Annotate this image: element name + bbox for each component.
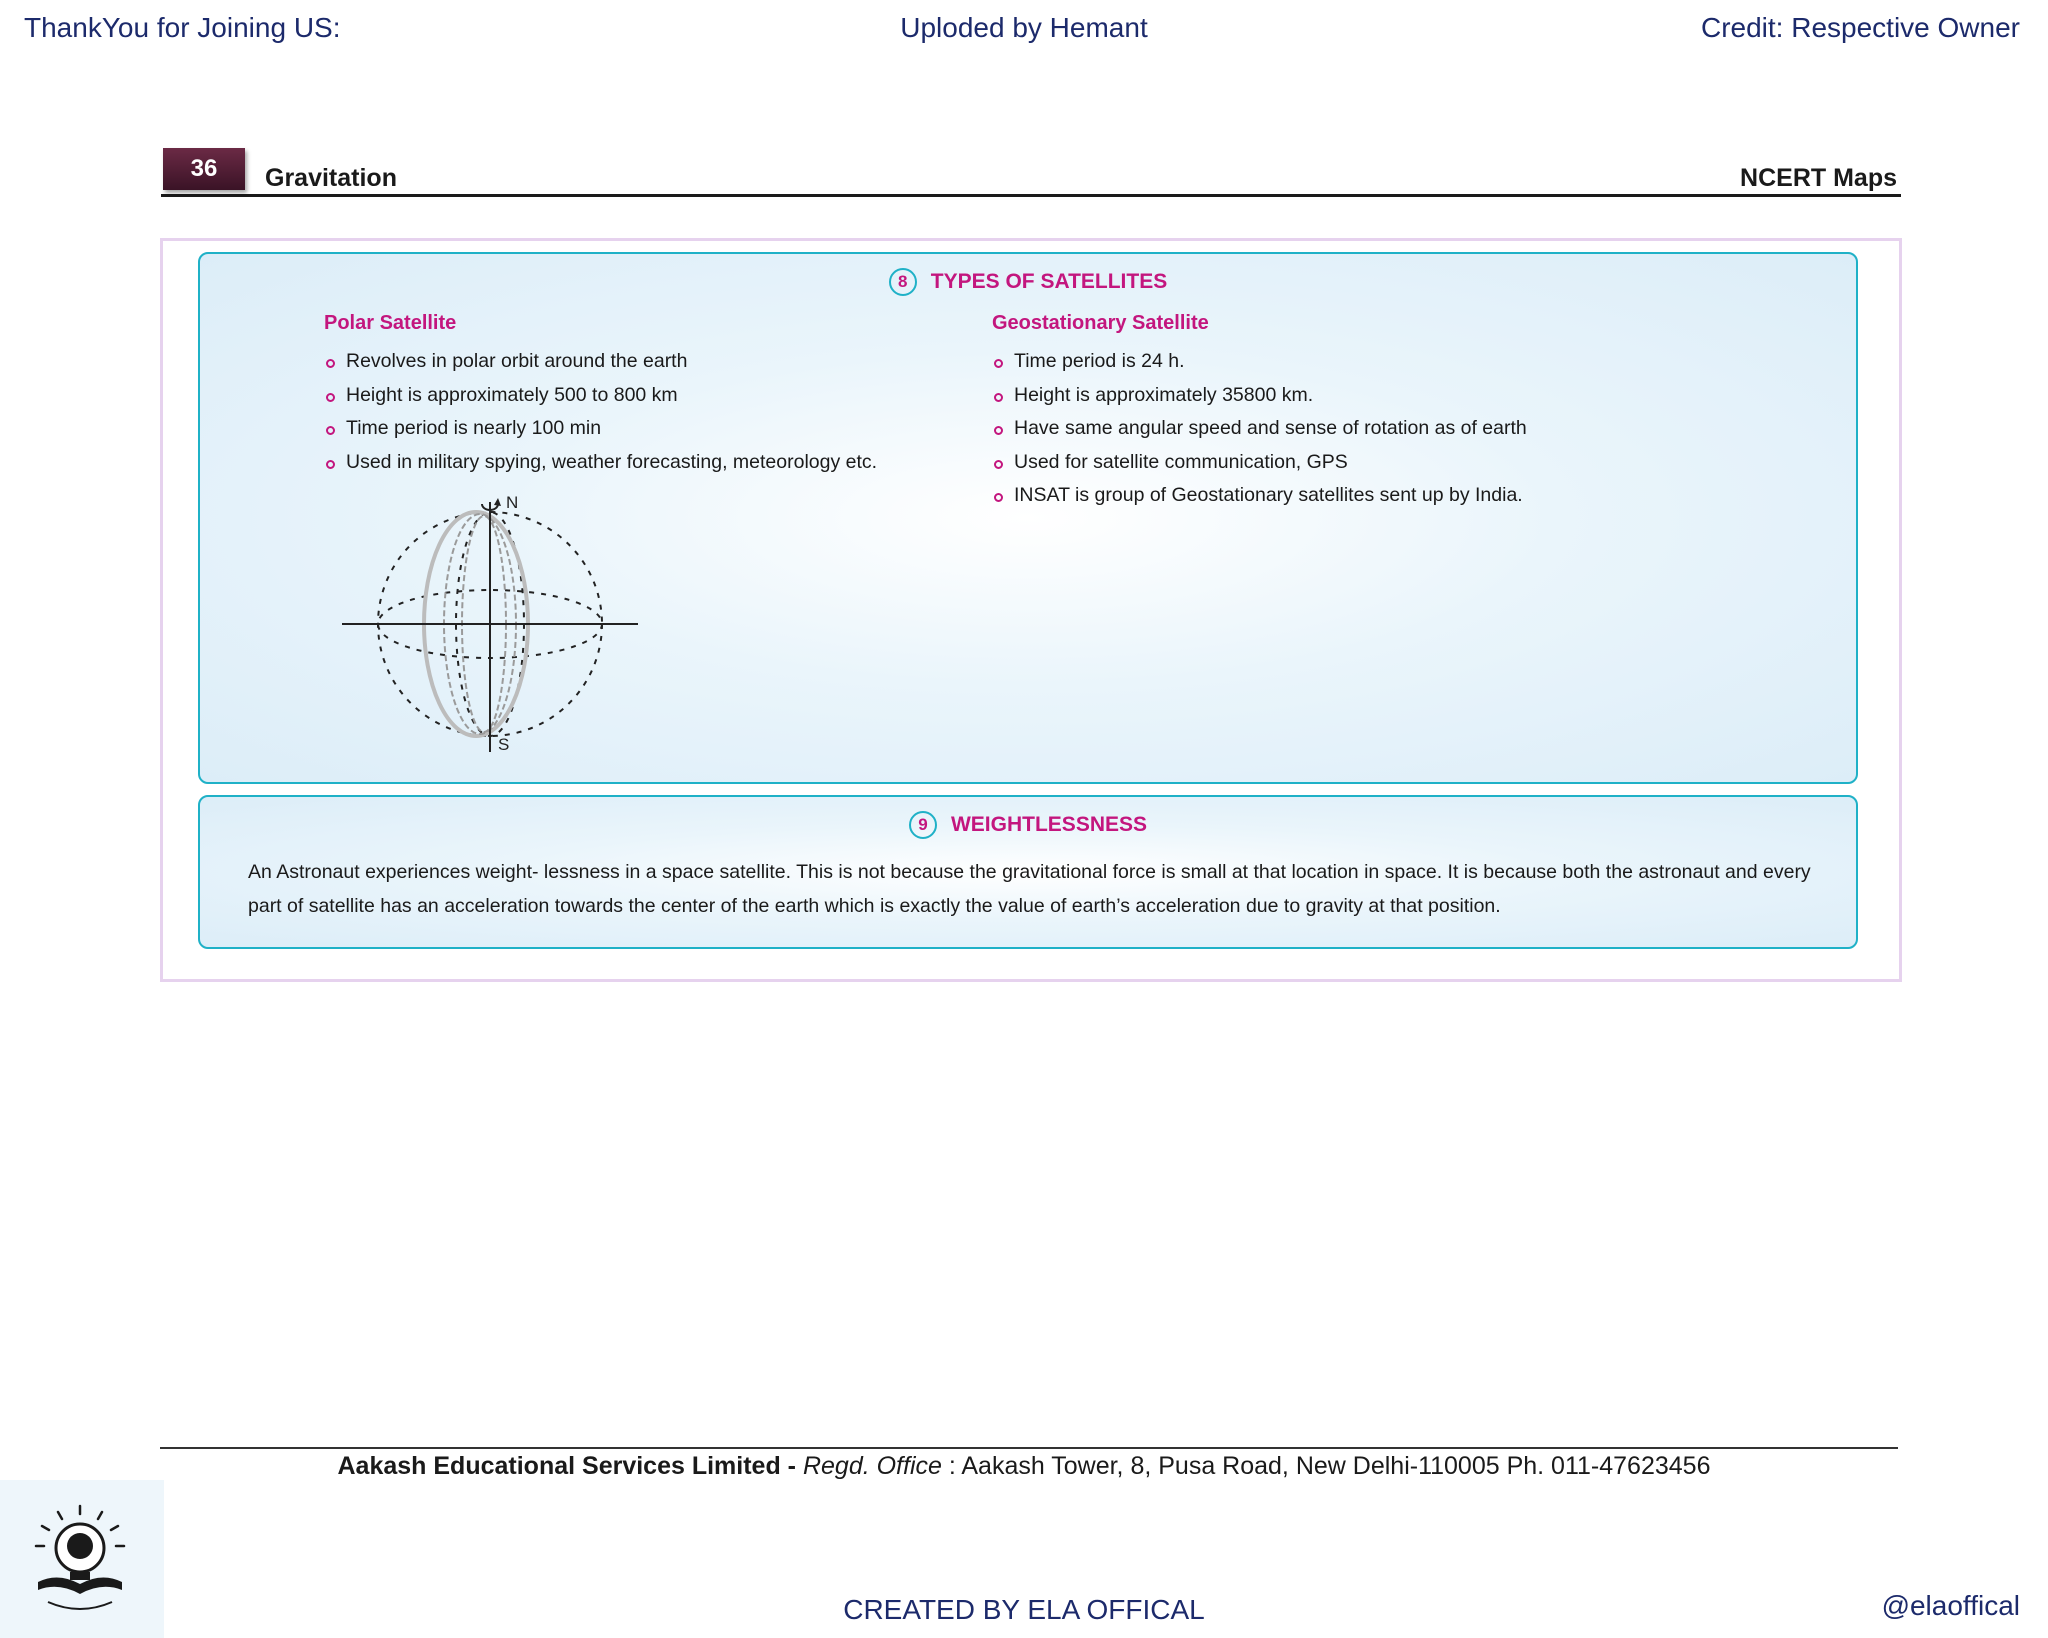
list-item: Time period is 24 h. [992,345,1527,379]
list-item: Height is approximately 35800 km. [992,379,1527,413]
weightlessness-paragraph: An Astronaut experiences weight- lessness in a space satellite. This is not because the gravitational force is small at that location in space. It is because both the astronaut and every part of satellite has an acceleration towards the center of the earth which is exactly the value of earth’s acceleration due to gravity at that position. [248,861,1811,917]
section-heading [200,811,1856,839]
geostationary-satellite-column [992,312,1527,513]
list-item: Used for satellite communication, GPS [992,446,1527,480]
polar-satellite-heading: Polar Satellite [324,312,457,334]
section-title: WEIGHTLESSNESS [950,813,1148,836]
footer-address-text: : Aakash Tower, 8, Pusa Road, New Delhi-110005 Ph. 011-47623456 [941,1452,1711,1480]
banner-center-text: Uploded by Hemant [900,12,1148,43]
types-of-satellites-panel [198,252,1858,784]
series-title: NCERT Maps [1740,164,1897,192]
footer-regd-label: Regd. Office [802,1452,942,1480]
polar-satellite-list [324,345,877,479]
rotation-arrowhead-icon [494,498,501,506]
footer-company: Aakash Educational Services Limited - [337,1452,803,1480]
weightlessness-panel [198,795,1858,949]
section-heading [200,268,1856,296]
section-title: TYPES OF SATELLITES [930,270,1168,293]
list-item: Time period is nearly 100 min [324,412,877,446]
page-number-badge: 36 [163,148,245,190]
banner-right-text: Credit: Respective Owner [1700,12,2020,43]
created-by-text: CREATED BY ELA OFFICAL [843,1594,1205,1625]
list-item: Height is approximately 500 to 800 km [324,379,877,413]
north-label: N [506,493,519,512]
chapter-title: Gravitation [265,164,397,192]
list-item: Have same angular speed and sense of rotation as of earth [992,412,1527,446]
footer-address [0,1452,2048,1481]
footer-divider [160,1447,1898,1449]
south-label: S [498,735,510,754]
section-number-badge: 8 [889,268,917,296]
polar-satellite-column [324,312,877,479]
geostationary-satellite-list [992,345,1527,513]
page-header [161,148,1901,197]
list-item: Used in military spying, weather forecasting, meteorology etc. [324,446,877,480]
section-number-badge: 9 [909,811,937,839]
polar-orbit-diagram [340,484,640,764]
list-item: INSAT is group of Geostationary satellites sent up by India. [992,479,1527,513]
geostationary-satellite-heading: Geostationary Satellite [992,312,1209,334]
social-handle: @elaoffical [1881,1590,2020,1621]
banner-left-text: ThankYou for Joining US: [24,12,341,43]
list-item: Revolves in polar orbit around the earth [324,345,877,379]
